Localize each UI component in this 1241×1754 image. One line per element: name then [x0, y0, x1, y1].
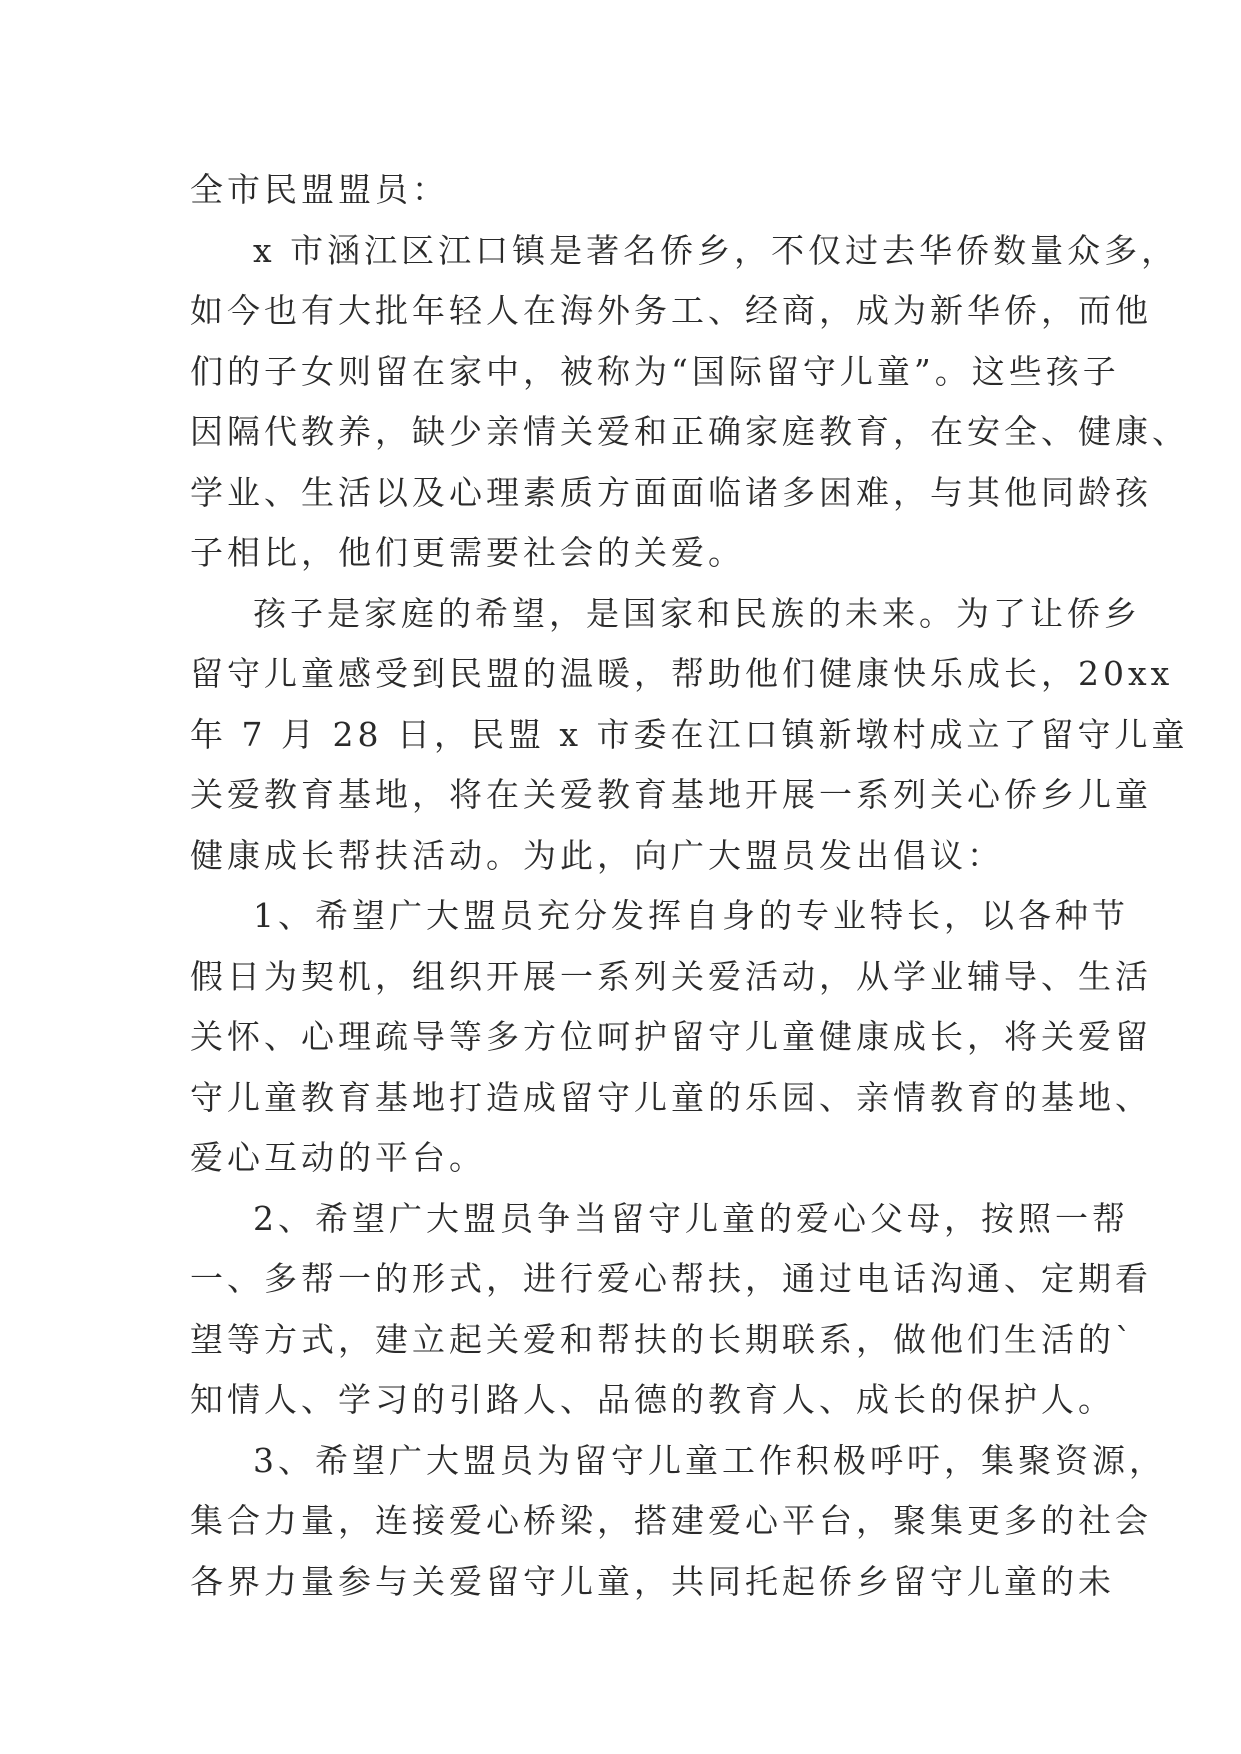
salutation: 全市民盟盟员：	[190, 170, 449, 209]
paragraph-line: 留守儿童感受到民盟的温暖，帮助他们健康快乐成长，20xx	[190, 654, 1174, 693]
paragraph-line: 关爱教育基地，将在关爱教育基地开展一系列关心侨乡儿童	[190, 775, 1152, 814]
paragraph-line: 假日为契机，组织开展一系列关爱活动，从学业辅导、生活	[190, 956, 1152, 996]
paragraph-first-line: 1、希望广大盟员充分发挥自身的专业特长，以各种节	[253, 896, 1129, 935]
paragraph-line: 各界力量参与关爱留守儿童，共同托起侨乡留守儿童的未	[190, 1561, 1115, 1601]
paragraph-line: 爱心互动的平台。	[190, 1138, 486, 1177]
paragraph-line: 知情人、学习的引路人、品德的教育人、成长的保护人。	[190, 1380, 1115, 1419]
paragraph-line: 们的子女则留在家中，被称为“国际留守儿童”。这些孩子	[190, 351, 1120, 391]
paragraph-line: 集合力量，连接爱心桥梁，搭建爱心平台，聚集更多的社会	[190, 1501, 1152, 1540]
paragraph-line: 望等方式，建立起关爱和帮扶的长期联系，做他们生活的`	[190, 1319, 1136, 1359]
paragraph-line: 年 7 月 28 日，民盟 x 市委在江口镇新墩村成立了留守儿童	[190, 714, 1189, 754]
paragraph-line: 健康成长帮扶活动。为此，向广大盟员发出倡议：	[190, 835, 1004, 875]
paragraph-line: 一、多帮一的形式，进行爱心帮扶，通过电话沟通、定期看	[190, 1259, 1152, 1298]
paragraph-line: 如今也有大批年轻人在海外务工、经商，成为新华侨，而他	[190, 291, 1152, 330]
paragraph-first-line: 孩子是家庭的希望，是国家和民族的未来。为了让侨乡	[253, 593, 1141, 633]
paragraph-first-line: 2、希望广大盟员争当留守儿童的爱心父母，按照一帮	[253, 1198, 1129, 1238]
paragraph-line: 关怀、心理疏导等多方位呵护留守儿童健康成长，将关爱留	[190, 1017, 1152, 1056]
paragraph-first-line: 3、希望广大盟员为留守儿童工作积极呼吁，集聚资源，	[253, 1440, 1166, 1480]
document-body	[190, 160, 1189, 1612]
paragraph-line: 守儿童教育基地打造成留守儿童的乐园、亲情教育的基地、	[190, 1077, 1152, 1117]
paragraph-line: 学业、生活以及心理素质方面面临诸多困难，与其他同龄孩	[190, 472, 1152, 512]
paragraph-line: 子相比，他们更需要社会的关爱。	[190, 533, 745, 572]
paragraph-line: 因隔代教养，缺少亲情关爱和正确家庭教育，在安全、健康、	[190, 412, 1189, 451]
paragraph-first-line: x 市涵江区江口镇是著名侨乡，不仅过去华侨数量众多，	[253, 230, 1179, 270]
